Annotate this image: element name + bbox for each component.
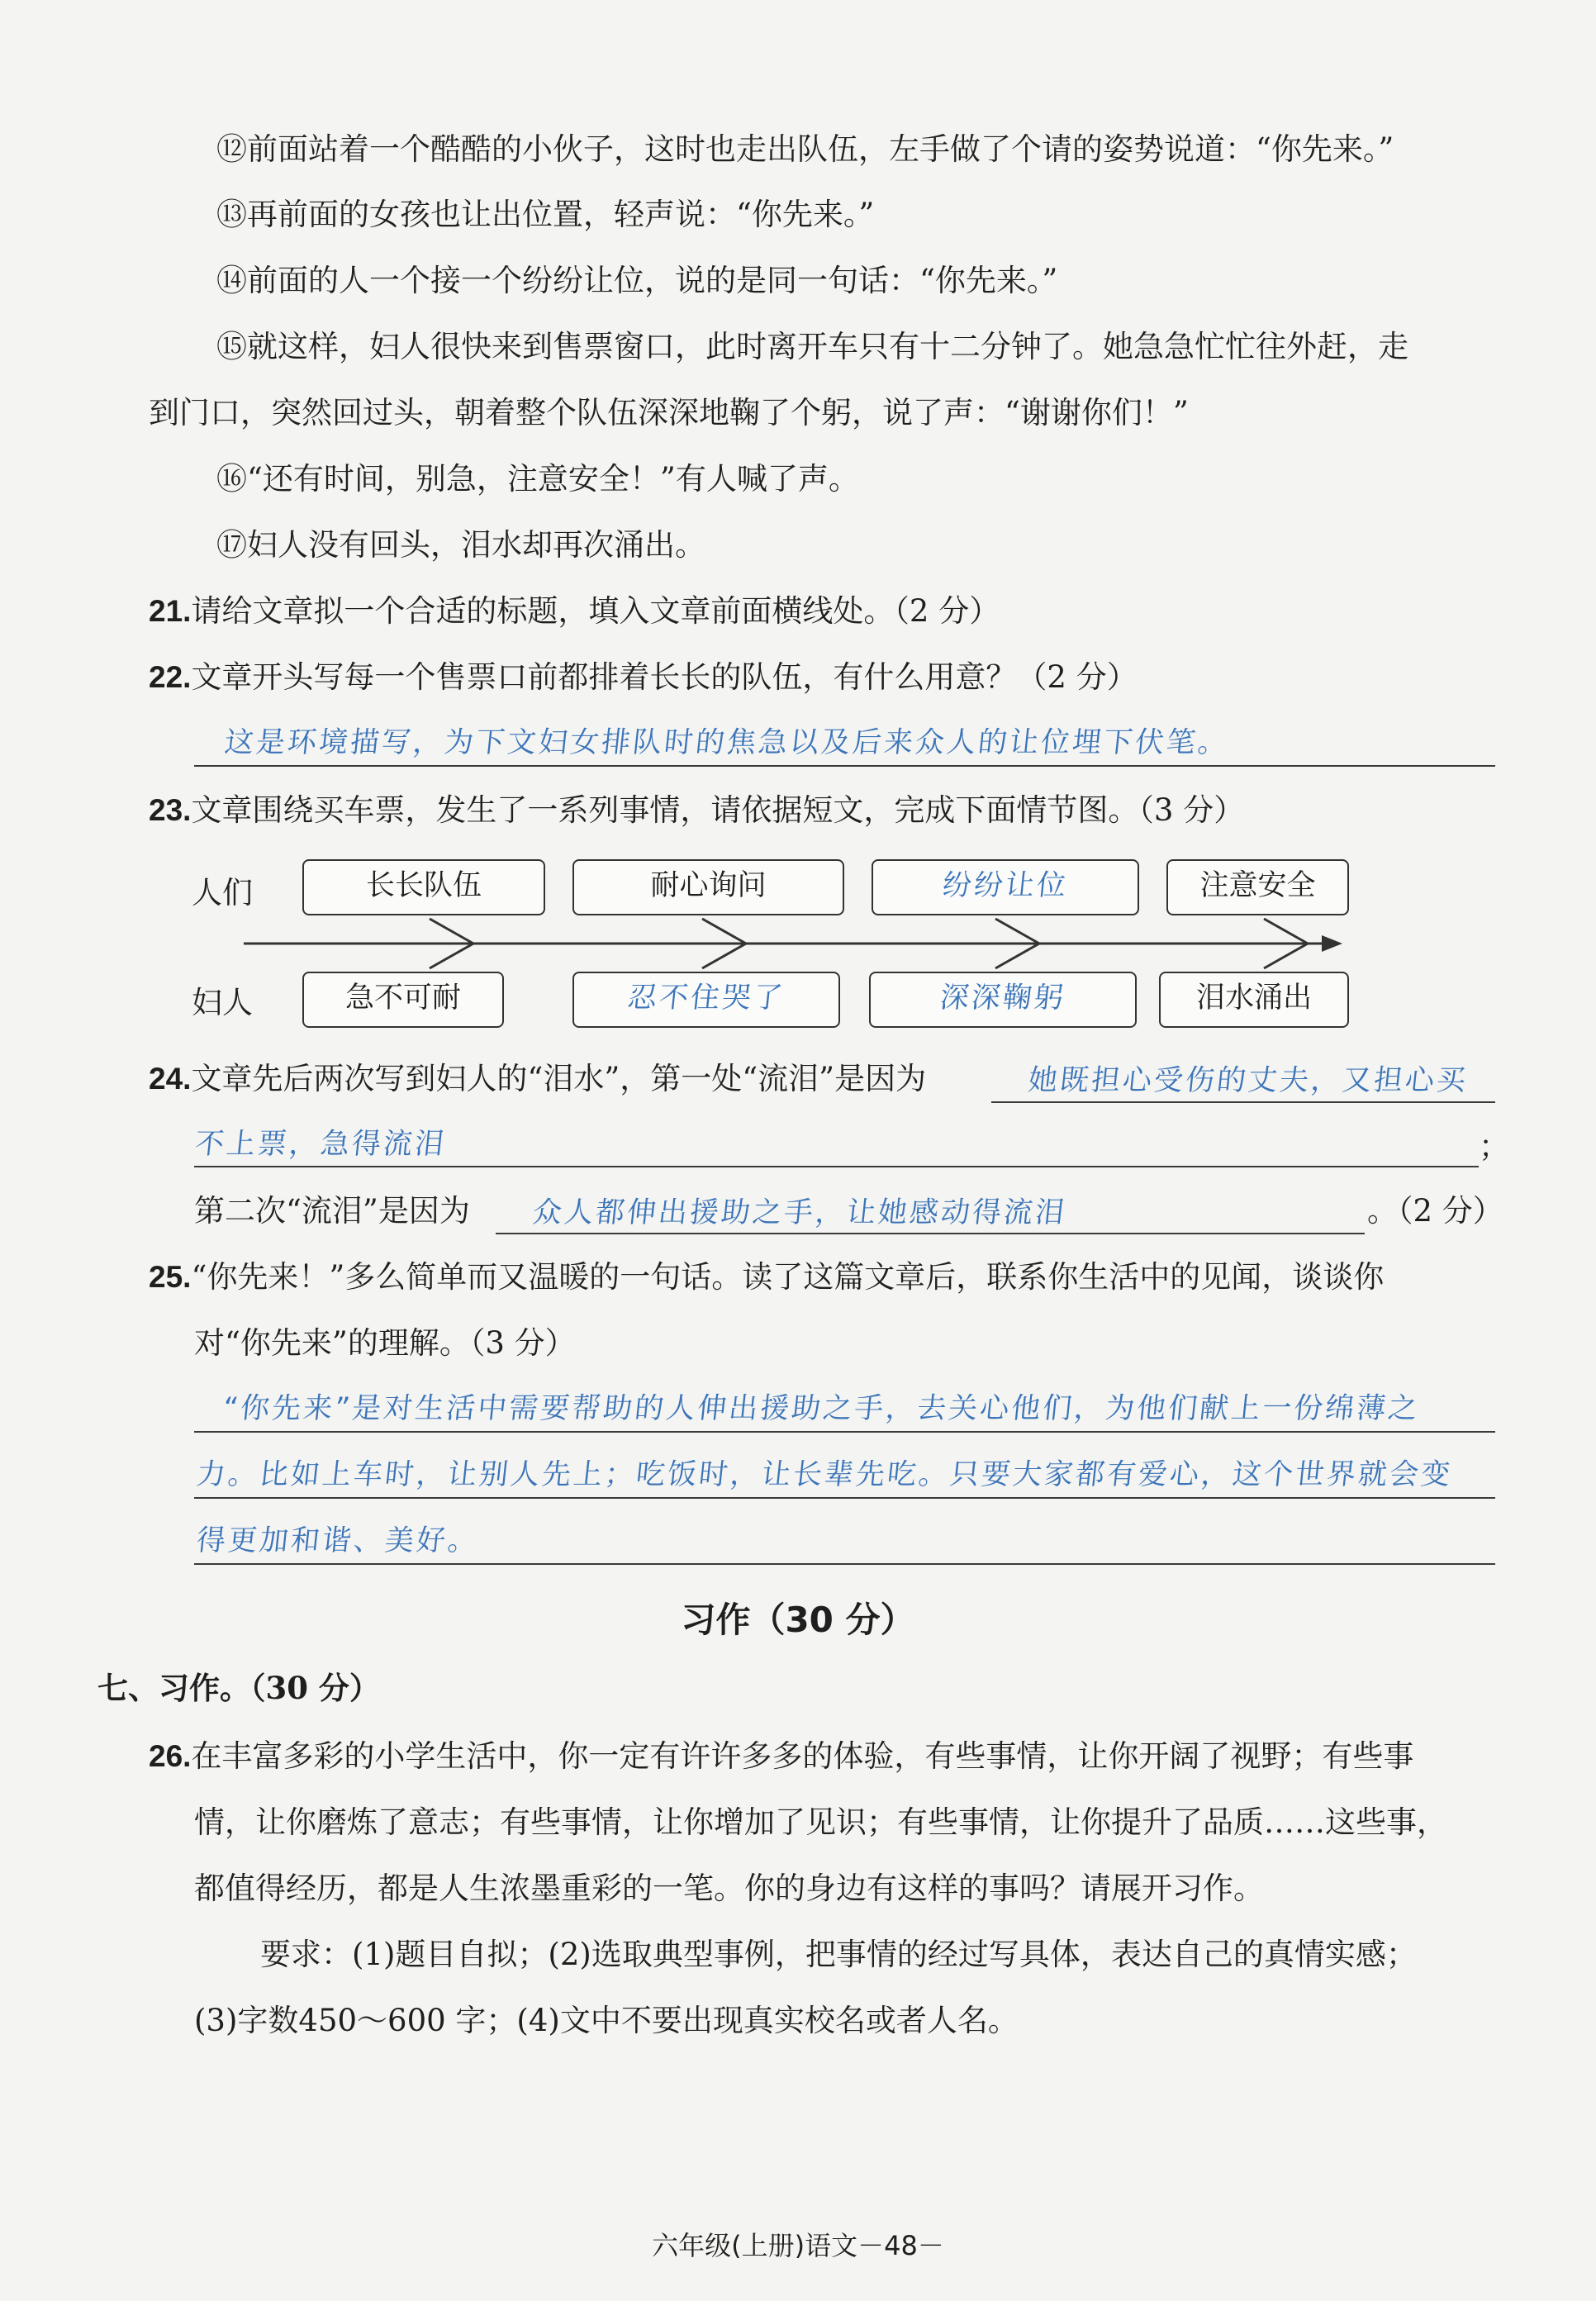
question-number: 21. xyxy=(149,594,192,628)
answer-25-line2: 力。比如上车时，让别人先上；吃饭时，让长辈先吃。只要大家都有爱心，这个世界就会变 xyxy=(194,1458,1455,1491)
plot-box-bottom-3 xyxy=(869,972,1137,1028)
answer-22: 这是环境描写，为下文妇女排队时的焦急以及后来众人的让位埋下伏笔。 xyxy=(222,726,1232,759)
question-number: 26. xyxy=(149,1739,192,1773)
answer-line xyxy=(991,1101,1495,1103)
section-heading: 七、习作。（30 分） xyxy=(97,1670,380,1706)
question-number: 24. xyxy=(149,1062,192,1096)
passage-paragraph-13: ⑬再前面的女孩也让出位置，轻声说：“你先来。” xyxy=(216,197,875,232)
question-text: 在丰富多彩的小学生活中，你一定有许许多多的体验，有些事情，让你开阔了视野；有些事 xyxy=(191,1738,1414,1774)
semicolon: ； xyxy=(1479,1129,1509,1164)
passage-paragraph-17: ⑰妇人没有回头，泪水却再次涌出。 xyxy=(216,527,705,563)
passage-paragraph-12: ⑫前面站着一个酷酷的小伙子，这时也走出队伍，左手做了个请的姿势说道：“你先来。” xyxy=(216,131,1394,167)
question-text: “你先来！”多么简单而又温暖的一句话。读了这篇文章后，联系你生活中的见闻，谈谈你 xyxy=(191,1259,1385,1295)
question-23 xyxy=(149,792,1244,830)
requirements-line1: 要求：(1)题目自拟；(2)选取典型事例，把事情的经过写具体，表达自己的真情实感； xyxy=(260,1937,1417,1972)
page-footer: 六年级(上册)语文－48－ xyxy=(652,2230,944,2261)
question-text: 文章先后两次写到妇人的“泪水”，第一处“流泪”是因为 xyxy=(191,1061,927,1096)
question-25 xyxy=(149,1258,1384,1296)
plot-box-top-3 xyxy=(872,859,1139,915)
question-number: 25. xyxy=(149,1260,192,1294)
handwritten-answer: 纷纷让位 xyxy=(940,869,1071,902)
plot-box-top-4: 注意安全 xyxy=(1166,859,1349,915)
question-text: 文章开头写每一个售票口前都排着长长的队伍，有什么用意？（2 分） xyxy=(191,659,1138,695)
question-21 xyxy=(149,592,1000,630)
answer-line xyxy=(194,765,1495,767)
question-number: 22. xyxy=(149,660,192,694)
passage-paragraph-14: ⑭前面的人一个接一个纷纷让位，说的是同一句话：“你先来。” xyxy=(216,263,1058,298)
answer-line xyxy=(194,1166,1479,1167)
question-text: 请给文章拟一个合适的标题，填入文章前面横线处。（2 分） xyxy=(191,593,1000,629)
section-title: 习作（30 分） xyxy=(681,1600,915,1640)
question-26-line3: 都值得经历，都是人生浓墨重彩的一笔。你的身边有这样的事吗？请展开习作。 xyxy=(194,1871,1264,1906)
plot-box-bottom-1: 急不可耐 xyxy=(302,972,504,1028)
question-26 xyxy=(149,1738,1413,1776)
answer-25-line3: 得更加和谐、美好。 xyxy=(194,1524,482,1557)
answer-25-line1: “你先来”是对生活中需要帮助的人伸出援助之手，去关心他们，为他们献上一份绵薄之 xyxy=(221,1392,1422,1425)
answer-24-part1-cont: 不上票，急得流泪 xyxy=(192,1128,449,1161)
plot-box-top-2: 耐心询问 xyxy=(572,859,844,915)
row-label-people: 人们 xyxy=(192,875,253,910)
passage-paragraph-15b: 到门口，突然回过头，朝着整个队伍深深地鞠了个躬，说了声：“谢谢你们！” xyxy=(149,395,1189,430)
question-22 xyxy=(149,658,1138,696)
passage-paragraph-15a: ⑮就这样，妇人很快来到售票窗口，此时离开车只有十二分钟了。她急急忙忙往外赶，走 xyxy=(216,329,1408,364)
question-26-line2: 情，让你磨炼了意志；有些事情，让你增加了见识；有些事情，让你提升了品质……这些事， xyxy=(194,1804,1447,1840)
answer-line xyxy=(194,1497,1495,1499)
passage-paragraph-16: ⑯“还有时间，别急，注意安全！”有人喊了声。 xyxy=(216,461,859,497)
question-text: 文章围绕买车票，发生了一系列事情，请依据短文，完成下面情节图。（3 分） xyxy=(191,792,1245,828)
handwritten-answer: 深深鞠躬 xyxy=(938,982,1068,1015)
answer-line xyxy=(194,1563,1495,1565)
answer-24-part2: 众人都伸出援助之手，让她感动得流泪 xyxy=(530,1196,1069,1229)
question-number: 23. xyxy=(149,793,192,827)
answer-line xyxy=(496,1233,1365,1234)
handwritten-answer: 忍不住哭了 xyxy=(625,982,787,1015)
question-24 xyxy=(149,1060,926,1098)
question-25-cont: 对“你先来”的理解。（3 分） xyxy=(194,1325,576,1361)
requirements-line2: (3)字数450～600 字；(4)文中不要出现真实校名或者人名。 xyxy=(194,2003,1019,2038)
question-24-score: 。（2 分） xyxy=(1367,1193,1503,1229)
plot-box-top-1: 长长队伍 xyxy=(302,859,545,915)
plot-box-bottom-4: 泪水涌出 xyxy=(1159,972,1349,1028)
answer-24-part1: 她既担心受伤的丈夫，又担心买 xyxy=(1026,1064,1470,1097)
row-label-woman: 妇人 xyxy=(192,985,253,1020)
answer-line xyxy=(194,1431,1495,1433)
question-24-part2: 第二次“流泪”是因为 xyxy=(194,1193,470,1229)
plot-box-bottom-2 xyxy=(572,972,840,1028)
